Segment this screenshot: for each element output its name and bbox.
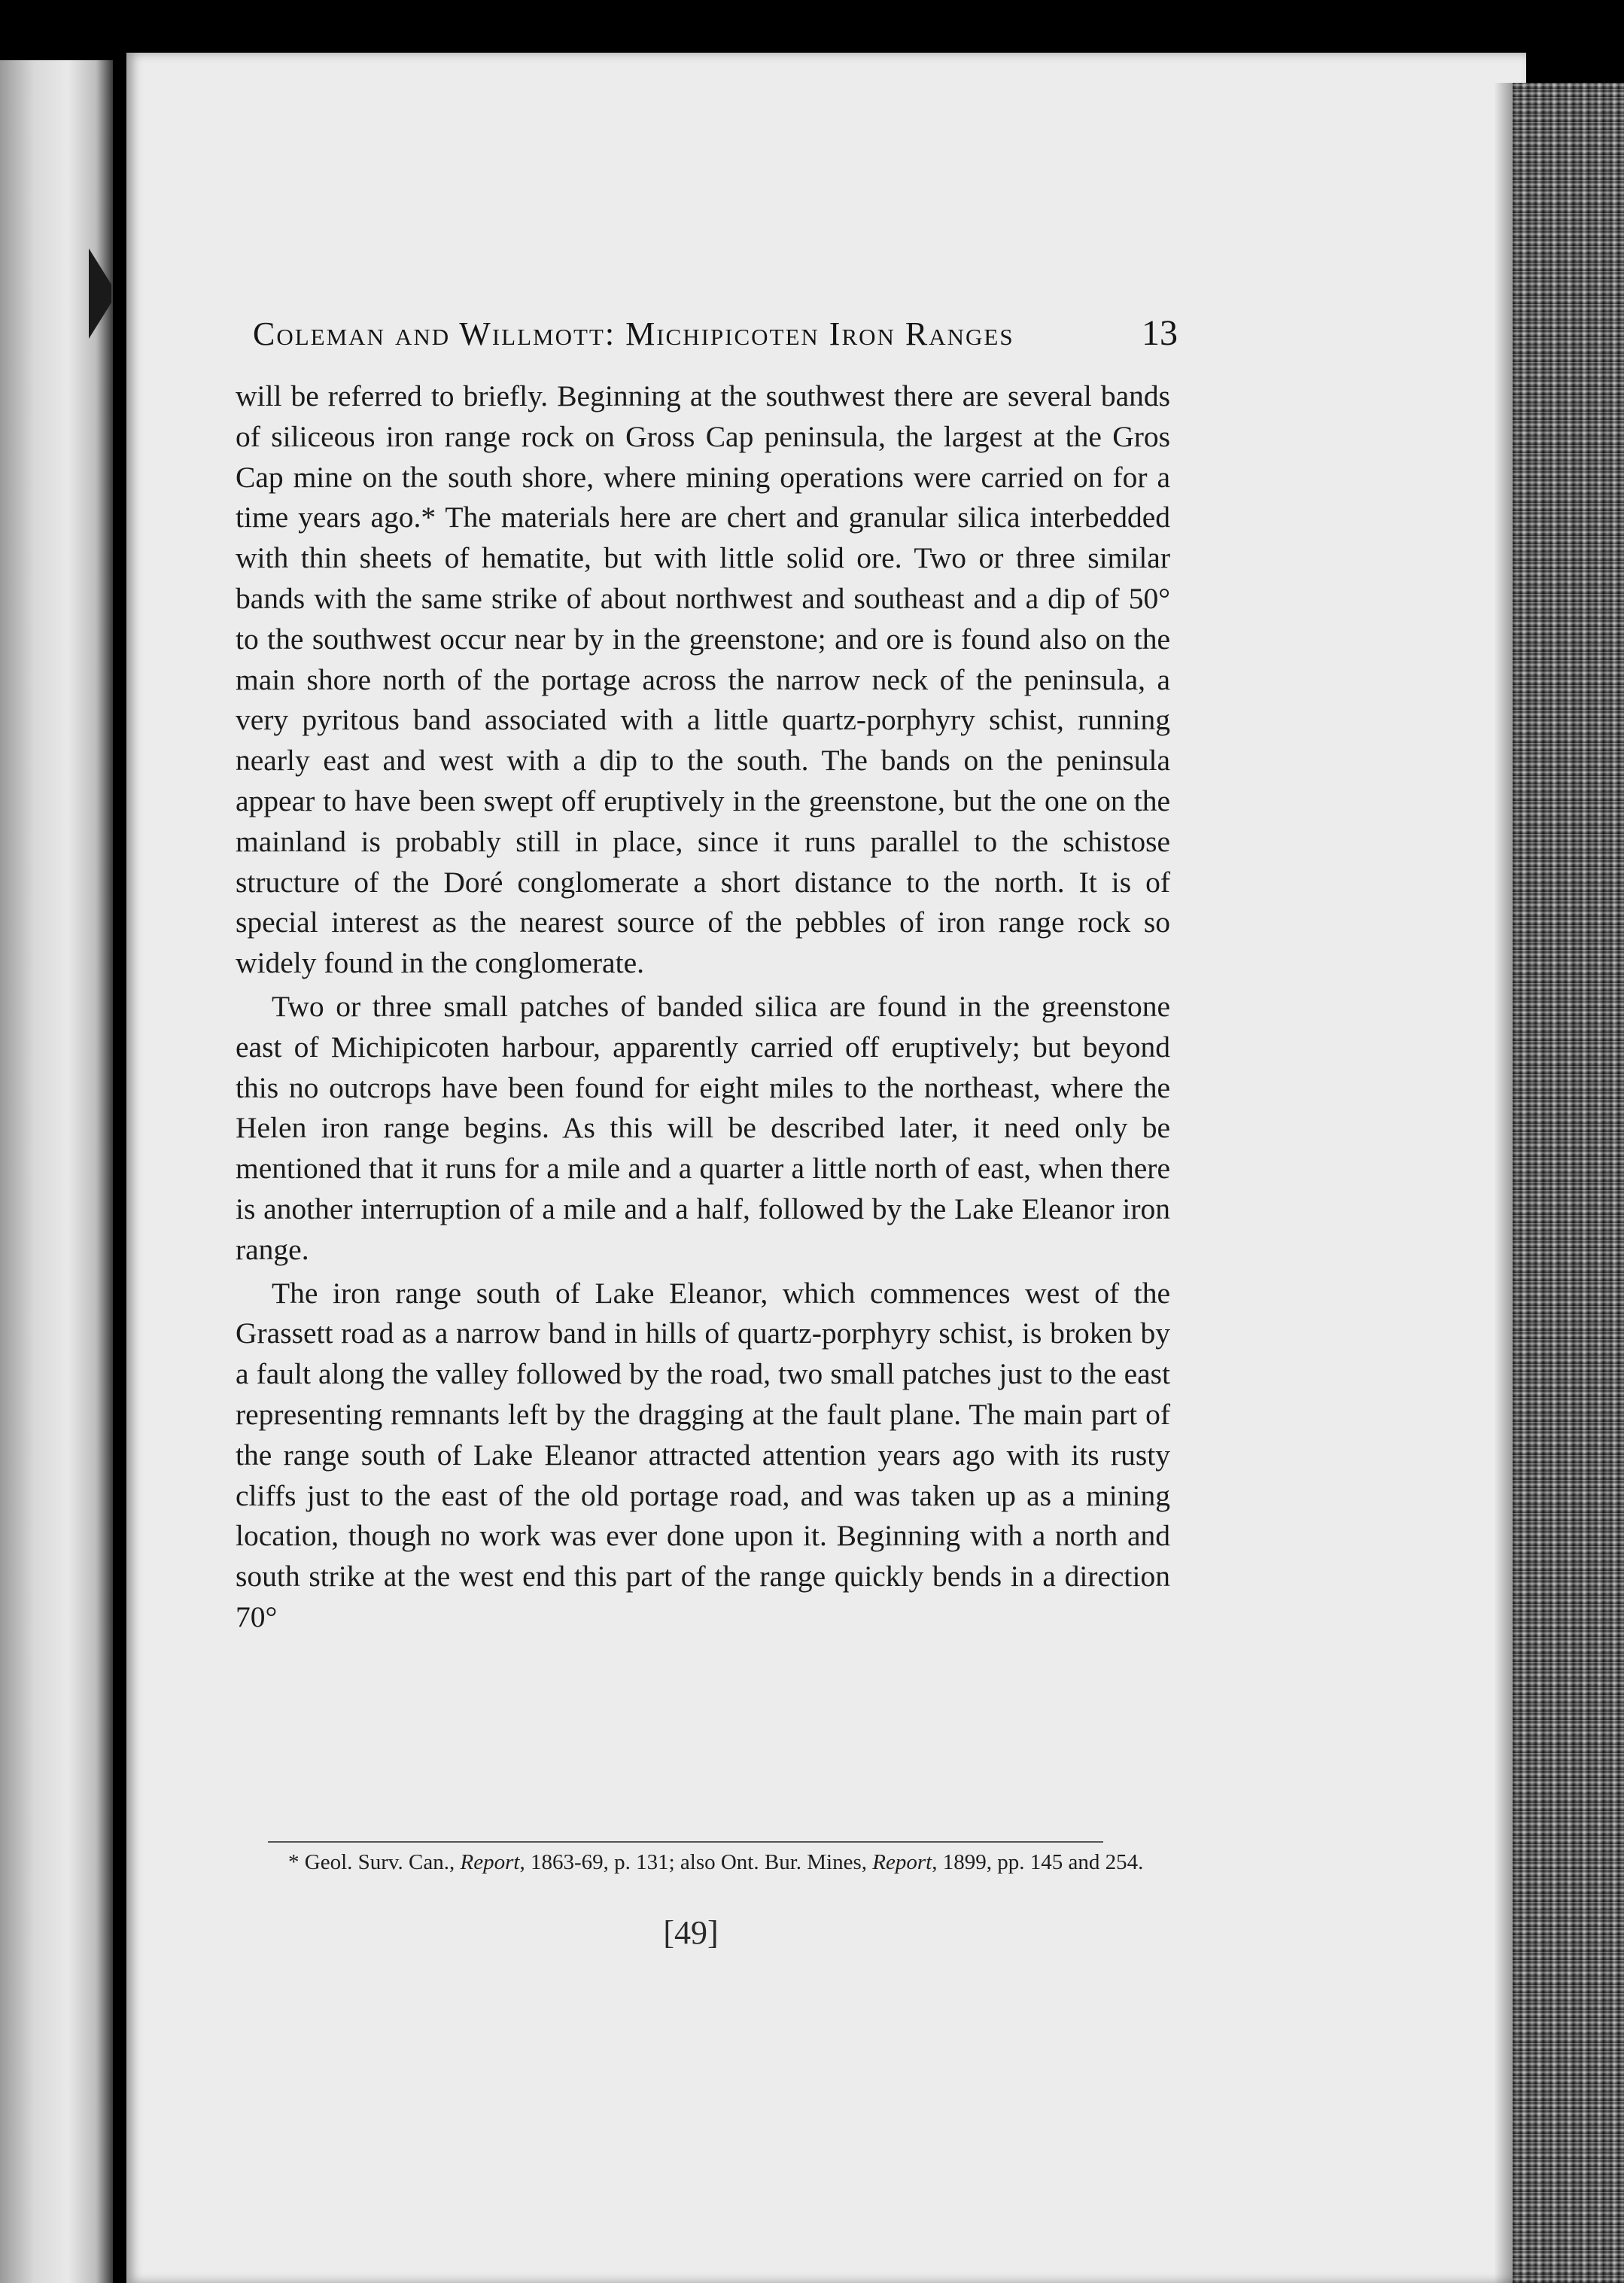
paragraph-2: Two or three small patches of banded silica are found in the greenstone east of Michipicoten harbour, apparently carried off eruptively; but beyond this no outcrops have been found for eight miles to the northeast, where the Helen iron range begins. As this will be described later, it need only be mentioned that it runs for a mile and a quarter a little north of east, when there is another interruption of a mile and a half, followed by the Lake Eleanor iron range.	[236, 989, 1170, 1266]
footnote-text-2: , 1863-69, p. 131; also Ont. Bur. Mines,	[519, 1850, 873, 1874]
footnote-rule	[268, 1841, 1103, 1843]
page-number: 13	[1142, 313, 1178, 353]
paragraph-3: The iron range south of Lake Eleanor, which commences west of the Grassett road as a narrow band in hills of quartz-porphyry schist, is broken by a fault along the valley followed by the road, two small patches just to the east representing remnants left by the dragging at the fault plane. The main part of the range south of Lake Eleanor attracted attention years ago with its rusty cliffs just to the east of the old portage road, and was taken up as a mining location, though no work was ever done upon it. Beginning with a north and south strike at the west end this part of the range quickly bends in a direction 70°	[236, 1276, 1170, 1633]
body-text	[236, 376, 1170, 1638]
left-page-edge	[0, 60, 113, 2283]
footnote	[236, 1850, 1170, 1874]
folio-number: [49]	[663, 1914, 719, 1951]
footnote-text-1: * Geol. Surv. Can.,	[288, 1850, 461, 1874]
footnote-report-2: Report	[872, 1850, 932, 1874]
running-head: Coleman and Willmott: Michipicoten Iron Ranges	[253, 315, 1014, 352]
book-fore-edge	[1513, 83, 1624, 2283]
footnote-report-1: Report	[460, 1850, 520, 1874]
paragraph-1: will be referred to briefly. Beginning at the southwest there are several bands of siliceous iron range rock on Gross Cap peninsula, the largest at the Gros Cap mine on the south shore, where mining operations were carried on for a time years ago.* The materials here are chert and granular silica interbedded with thin sheets of hematite, but with little solid ore. Two or three similar bands with the same strike of about northwest and southeast and a dip of 50° to the southwest occur near by in the greenstone; and ore is found also on the main shore north of the portage across the narrow neck of the peninsula, a very pyritous band associated with a little quartz-porphyry schist, running nearly east and west with a dip to the south. The bands on the peninsula appear to have been swept off eruptively in the greenstone, but the one on the mainland is probably still in place, since it runs parallel to the schistose structure of the Doré conglomerate a short distance to the north. It is of special interest as the nearest source of the pebbles of iron range rock so widely found in the conglomerate.	[236, 379, 1170, 980]
footnote-text-3: , 1899, pp. 145 and 254.	[932, 1850, 1144, 1874]
